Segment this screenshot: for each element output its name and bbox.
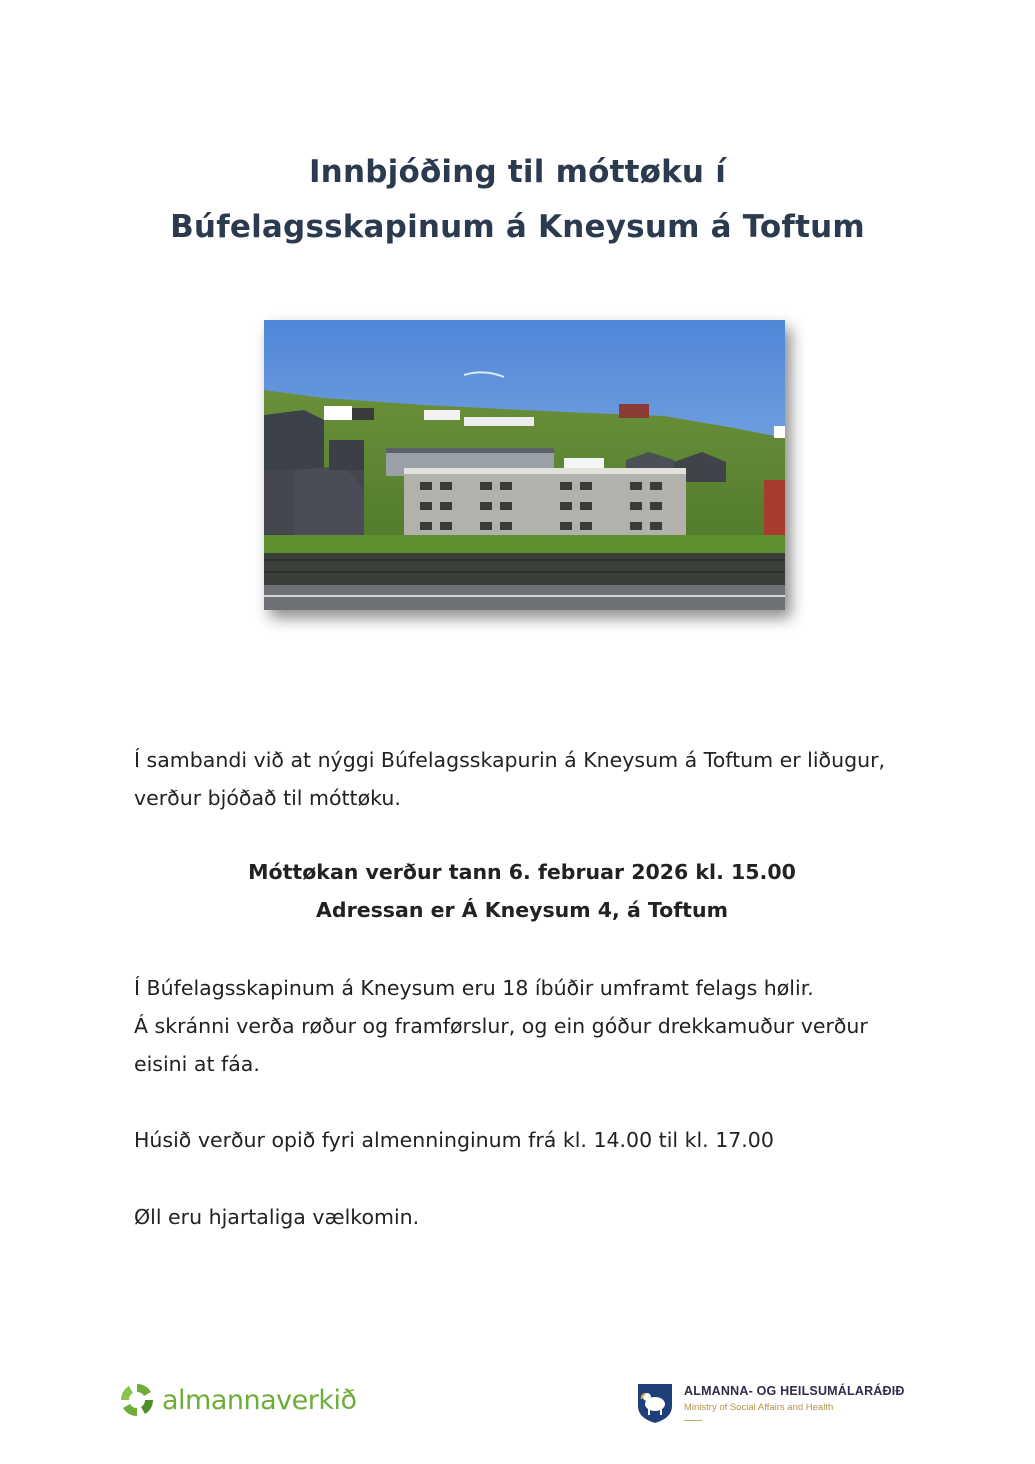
details-paragraph bbox=[134, 969, 934, 1083]
almannaverkid-logo bbox=[118, 1380, 357, 1420]
ministry-name: ALMANNA- OG HEILSUMÁLARÁÐIÐ bbox=[684, 1384, 905, 1398]
intro-paragraph bbox=[134, 741, 934, 817]
event-address: Adressan er Á Kneysum 4, á Toftum bbox=[316, 898, 728, 922]
building-photo bbox=[264, 320, 785, 610]
event-date: Móttøkan verður tann 6. februar 2026 kl. 15.00 bbox=[248, 860, 796, 884]
details-line: Á skránni verða røður og framførslur, og ein góður drekkamuður verður bbox=[134, 1014, 868, 1038]
welcome-text bbox=[134, 1198, 934, 1236]
intro-line: verður bjóðað til móttøku. bbox=[134, 786, 401, 810]
ram-crest-icon bbox=[636, 1382, 674, 1424]
welcome-line: Øll eru hjartaliga vælkomin. bbox=[134, 1205, 420, 1229]
intro-line: Í sambandi við at nýggi Búfelagsskapurin á Kneysum á Toftum er liðugur, bbox=[134, 748, 886, 772]
page-title-line-2: Búfelagsskapinum á Kneysum á Toftum bbox=[170, 209, 865, 245]
opening-hours-text: Húsið verður opið fyri almenninginum frá kl. 14.00 til kl. 17.00 bbox=[134, 1128, 774, 1152]
page-title-line-1: Innbjóðing til móttøku í bbox=[308, 154, 727, 190]
ministry-name-english: Ministry of Social Affairs and Health bbox=[684, 1402, 834, 1413]
divider bbox=[684, 1420, 702, 1421]
ministry-logo bbox=[636, 1382, 936, 1428]
opening-hours bbox=[134, 1121, 934, 1159]
details-line: eisini at fáa. bbox=[134, 1052, 260, 1076]
details-line: Í Búfelagsskapinum á Kneysum eru 18 íbúðir umframt felags hølir. bbox=[134, 976, 814, 1000]
almannaverkid-symbol-icon bbox=[118, 1381, 156, 1419]
almannaverkid-wordmark: almannaverkið bbox=[162, 1384, 357, 1416]
